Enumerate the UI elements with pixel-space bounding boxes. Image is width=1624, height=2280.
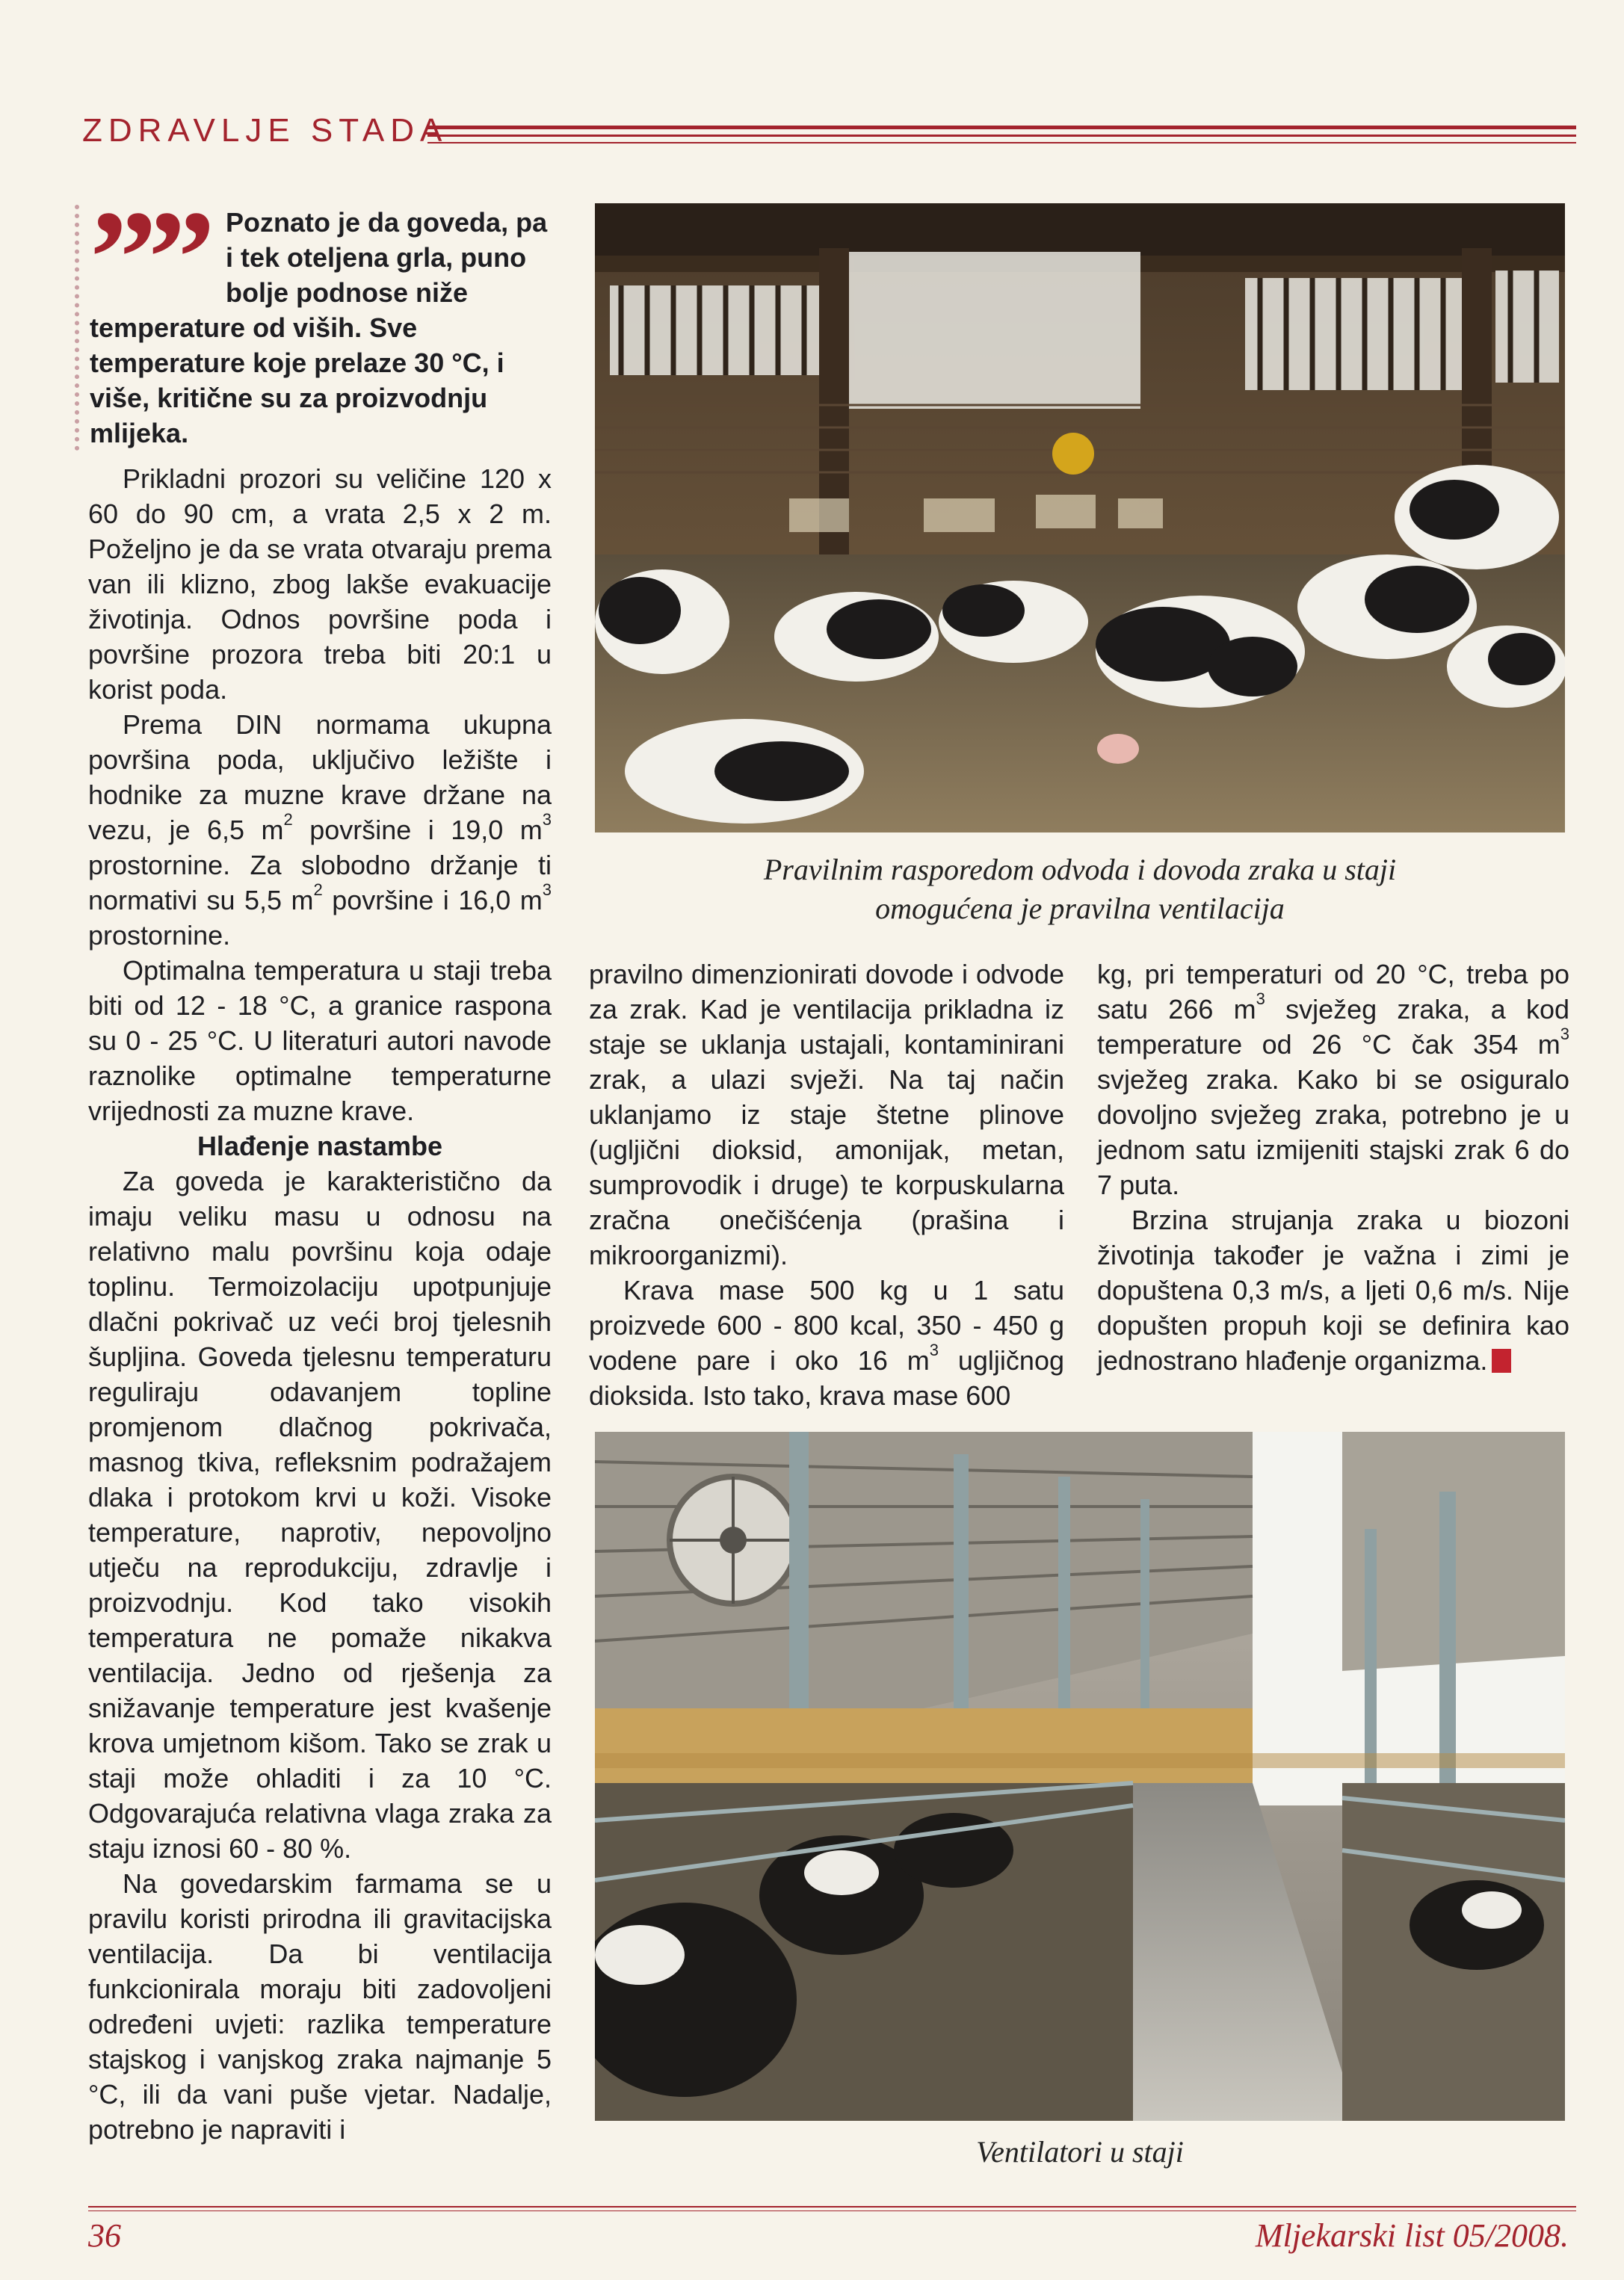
paragraph-ventilation: Na govedarskim farmama se u pravilu koristi prirodna ili gravitacijska ventilacija. Da bi ventilacija funkcionirala moraju biti zadovoljeni određeni uvjeti: razlika temperature stajskog i vanjskog zraka najmanje 5 °C, ili da vani puše vjetar. Nadalje, potrebno je napraviti i — [88, 1868, 552, 2145]
subheading-cooling: Hlađenje nastambe — [197, 1131, 443, 1161]
header-rule — [427, 142, 1576, 143]
left-column — [88, 183, 552, 2147]
photo-barn-fans — [595, 1432, 1565, 2121]
paragraph-air-exchange: pravilno dimenzionirati dovode i odvode za zrak. Kad je ventilacija prikladna iz staje se uklanja ustajali, kontaminirani zrak, a ulazi svježi. Na taj način uklanjamo iz staje štetne plinove (ugljični dioksid, amonijak, metan, sumprovodik i druge) te korpuskularna zračna onečišćenja (prašina i mikroorganizmi). — [589, 959, 1064, 1270]
footer-rule — [88, 2206, 1576, 2208]
header-rule — [427, 126, 1576, 129]
paragraph-fresh-air: kg, pri temperaturi od 20 °C, treba po satu 266 $m^3$ svježeg zraka, a kod temperature od 26 °C čak 354 $m^3$ svježeg zraka. Kako bi se osiguralo dovoljno svježeg zraka, potrebno je u jednom satu izmijeniti stajski zrak 6 do 7 puta. — [1097, 959, 1569, 1200]
pull-quote — [75, 183, 552, 451]
pull-quote-text: Poznato je da goveda, pa i tek oteljena grla, puno bolje podnose niže temperature od viših. Sve temperature koje prelaze 30 °C, i više, kritične su za proizvodnju mlijeka. — [90, 207, 548, 448]
right-column — [1097, 957, 1569, 1378]
caption-line: omogućena je pravilna ventilacija — [875, 892, 1285, 925]
header-rule — [427, 135, 1576, 137]
end-of-article-icon — [1492, 1349, 1511, 1373]
paragraph-cow-output: Krava mase 500 kg u 1 satu proizvede 600 - 800 kcal, 350 - 450 g vodene pare i oko 16 $m^3$ ugljičnog dioksida. Isto tako, krava mase 600 — [589, 1275, 1064, 1411]
section-title: ZDRAVLJE STADA — [82, 112, 448, 149]
photo-barn-cows-resting — [595, 203, 1565, 832]
figure-caption-fans: Ventilatori u staji — [976, 2135, 1184, 2169]
paragraph-optimal-temperature: Optimalna temperatura u staji treba biti od 12 - 18 °C, a granice raspona su 0 - 25 °C. U literaturi autori navode raznolike optimalne temperaturne vrijednosti za muzne krave. — [88, 955, 552, 1126]
paragraph-air-speed: Brzina strujanja zraka u biozoni životinja također je važna i zimi je dopuštena 0,3 m/s, a ljeti 0,6 m/s. Nije dopušten propuh koji se definira kao jednostrano hlađenje organizma. — [1097, 1205, 1569, 1376]
caption-line: Pravilnim rasporedom odvoda i dovoda zraka u staji — [763, 853, 1397, 886]
quote-mark-icon: ”” — [90, 183, 206, 332]
middle-column — [589, 957, 1064, 1413]
paragraph-cooling: Za goveda je karakteristično da imaju veliku masu u odnosu na relativno malu površinu koja odaje toplinu. Termoizolaciju upotpunjuje dlačni pokrivač uz veći broj tjelesnih šupljina. Goveda tjelesnu temperaturu reguliraju odavanjem topline promjenom dlačnog pokrivača, masnog tkiva, refleksnim podražajem dlaka i protokom krvi u koži. Visoke temperature, naprotiv, nepovoljno utječu na reprodukciju, zdravlje i proizvodnju. Kod tako visokih temperatura ne pomaže nikakva ventilacija. Jedno od rješenja za snižavanje temperature jest kvašenje krova umjetnom kišom. Tako se zrak u staji može ohladiti i za 10 °C. Odgovarajuća relativna vlaga zraka za staju iznosi 60 - 80 %. — [88, 1166, 552, 1864]
paragraph-din-norms: Prema DIN normama ukupna površina poda, uključivo ležište i hodnike za muzne krave držane na vezu, je 6,5 $m^2$ površine i 19,0 $m^3$ prostornine. Za slobodno držanje ti normativi su 5,5 $m^2$ površine i 16,0 $m^3$ prostornine. — [88, 709, 552, 951]
paragraph-windows: Prikladni prozori su veličine 120 x 60 do 90 cm, a vrata 2,5 x 2 m. Poželjno je da se vrata otvaraju prema van ili klizno, zbog lakše evakuacije životinja. Odnos površine poda i površine prozora treba biti 20:1 u korist poda. — [88, 463, 552, 705]
page-number: 36 — [88, 2217, 121, 2254]
figure-caption-ventilation — [595, 850, 1565, 928]
journal-issue: Mljekarski list 05/2008. — [1255, 2217, 1569, 2254]
